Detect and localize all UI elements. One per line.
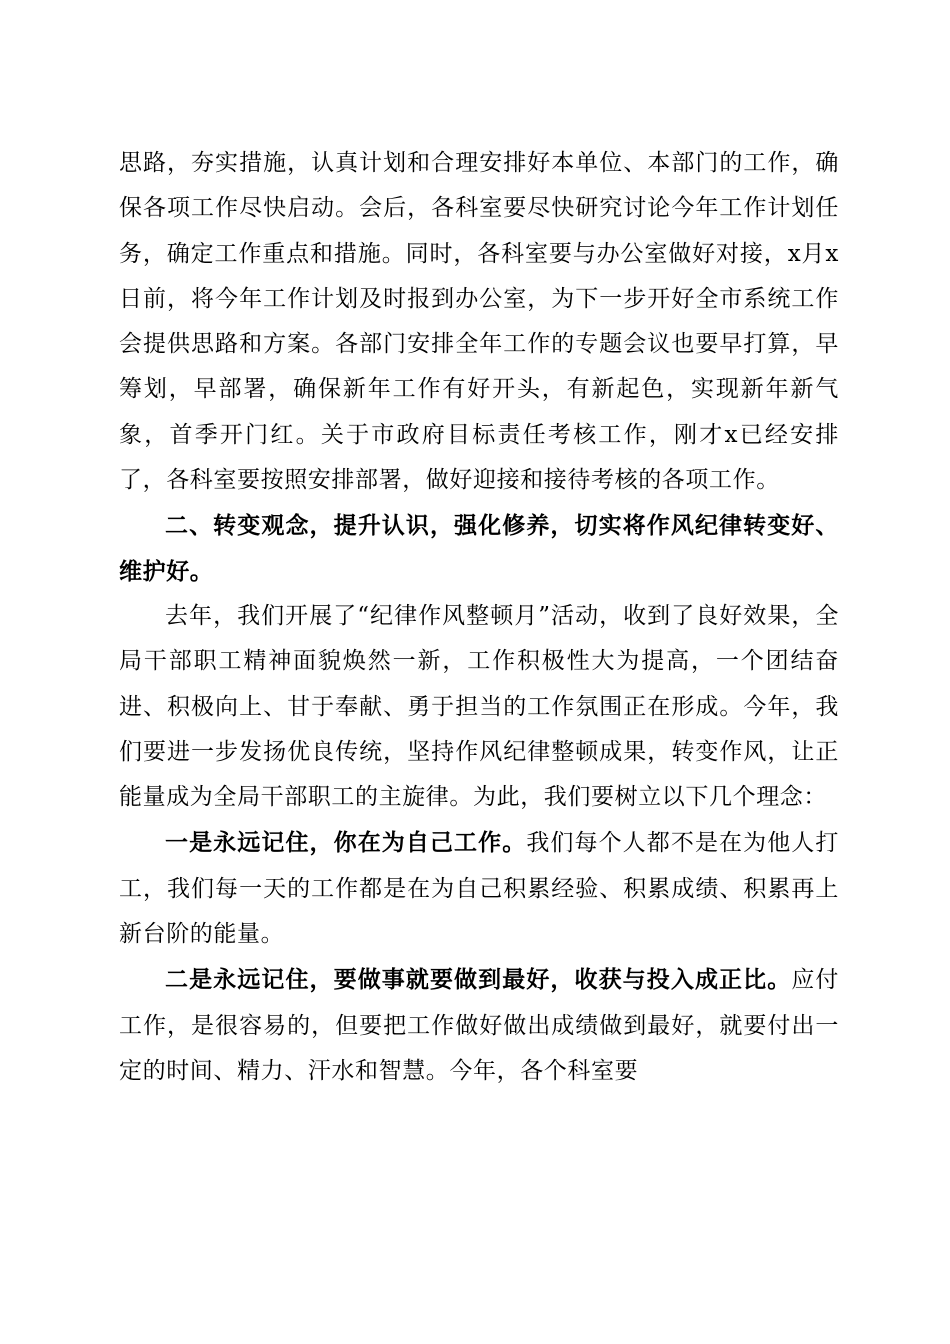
point-two-body: 应付工作，是很容易的，但要把工作做好做出成绩做到最好，就要付出一定的时间、精力、汗水和智慧。今年，各个科室要	[119, 967, 840, 1084]
point-one-lead: 一是永远记住，你在为自己工作。	[165, 829, 527, 857]
paragraph-last-year: 去年，我们开展了“纪律作风整顿月”活动，收到了良好效果，全局干部职工精神面貌焕然一新，工作积极性大为提高，一个团结奋进、积极向上、甘于奉献、勇于担当的工作氛围正在形成。今年，我们要进一步发扬优良传统，坚持作风纪律整顿成果，转变作风，让正能量成为全局干部职工的主旋律。为此，我们要树立以下几个理念：	[119, 602, 839, 811]
section-heading-2: 二、转变观念，提升认识，强化修养，切实将作风纪律转变好、维护好。	[119, 512, 839, 585]
point-one-body: 我们每个人都不是在为他人打工，我们每一天的工作都是在为自己积累经验、积累成绩、积累再上新台阶的能量。	[119, 830, 839, 948]
point-one	[119, 820, 839, 957]
document-body	[119, 141, 839, 1094]
point-two-lead: 二是永远记住，要做事就要做到最好，收获与投入成正比。	[165, 966, 792, 994]
point-two	[119, 957, 839, 1094]
paragraph-continuation: 思路，夯实措施，认真计划和合理安排好本单位、本部门的工作，确保各项工作尽快启动。会后，各科室要尽快研究讨论今年工作计划任务，确定工作重点和措施。同时，各科室要与办公室做好对接，x月x日前，将今年工作计划及时报到办公室，为下一步开好全市系统工作会提供思路和方案。各部门安排全年工作的专题会议也要早打算，早筹划，早部署，确保新年工作有好开头，有新起色，实现新年新气象，首季开门红。关于市政府目标责任考核工作，刚才x已经安排了，各科室要按照安排部署，做好迎接和接待考核的各项工作。	[119, 150, 839, 494]
